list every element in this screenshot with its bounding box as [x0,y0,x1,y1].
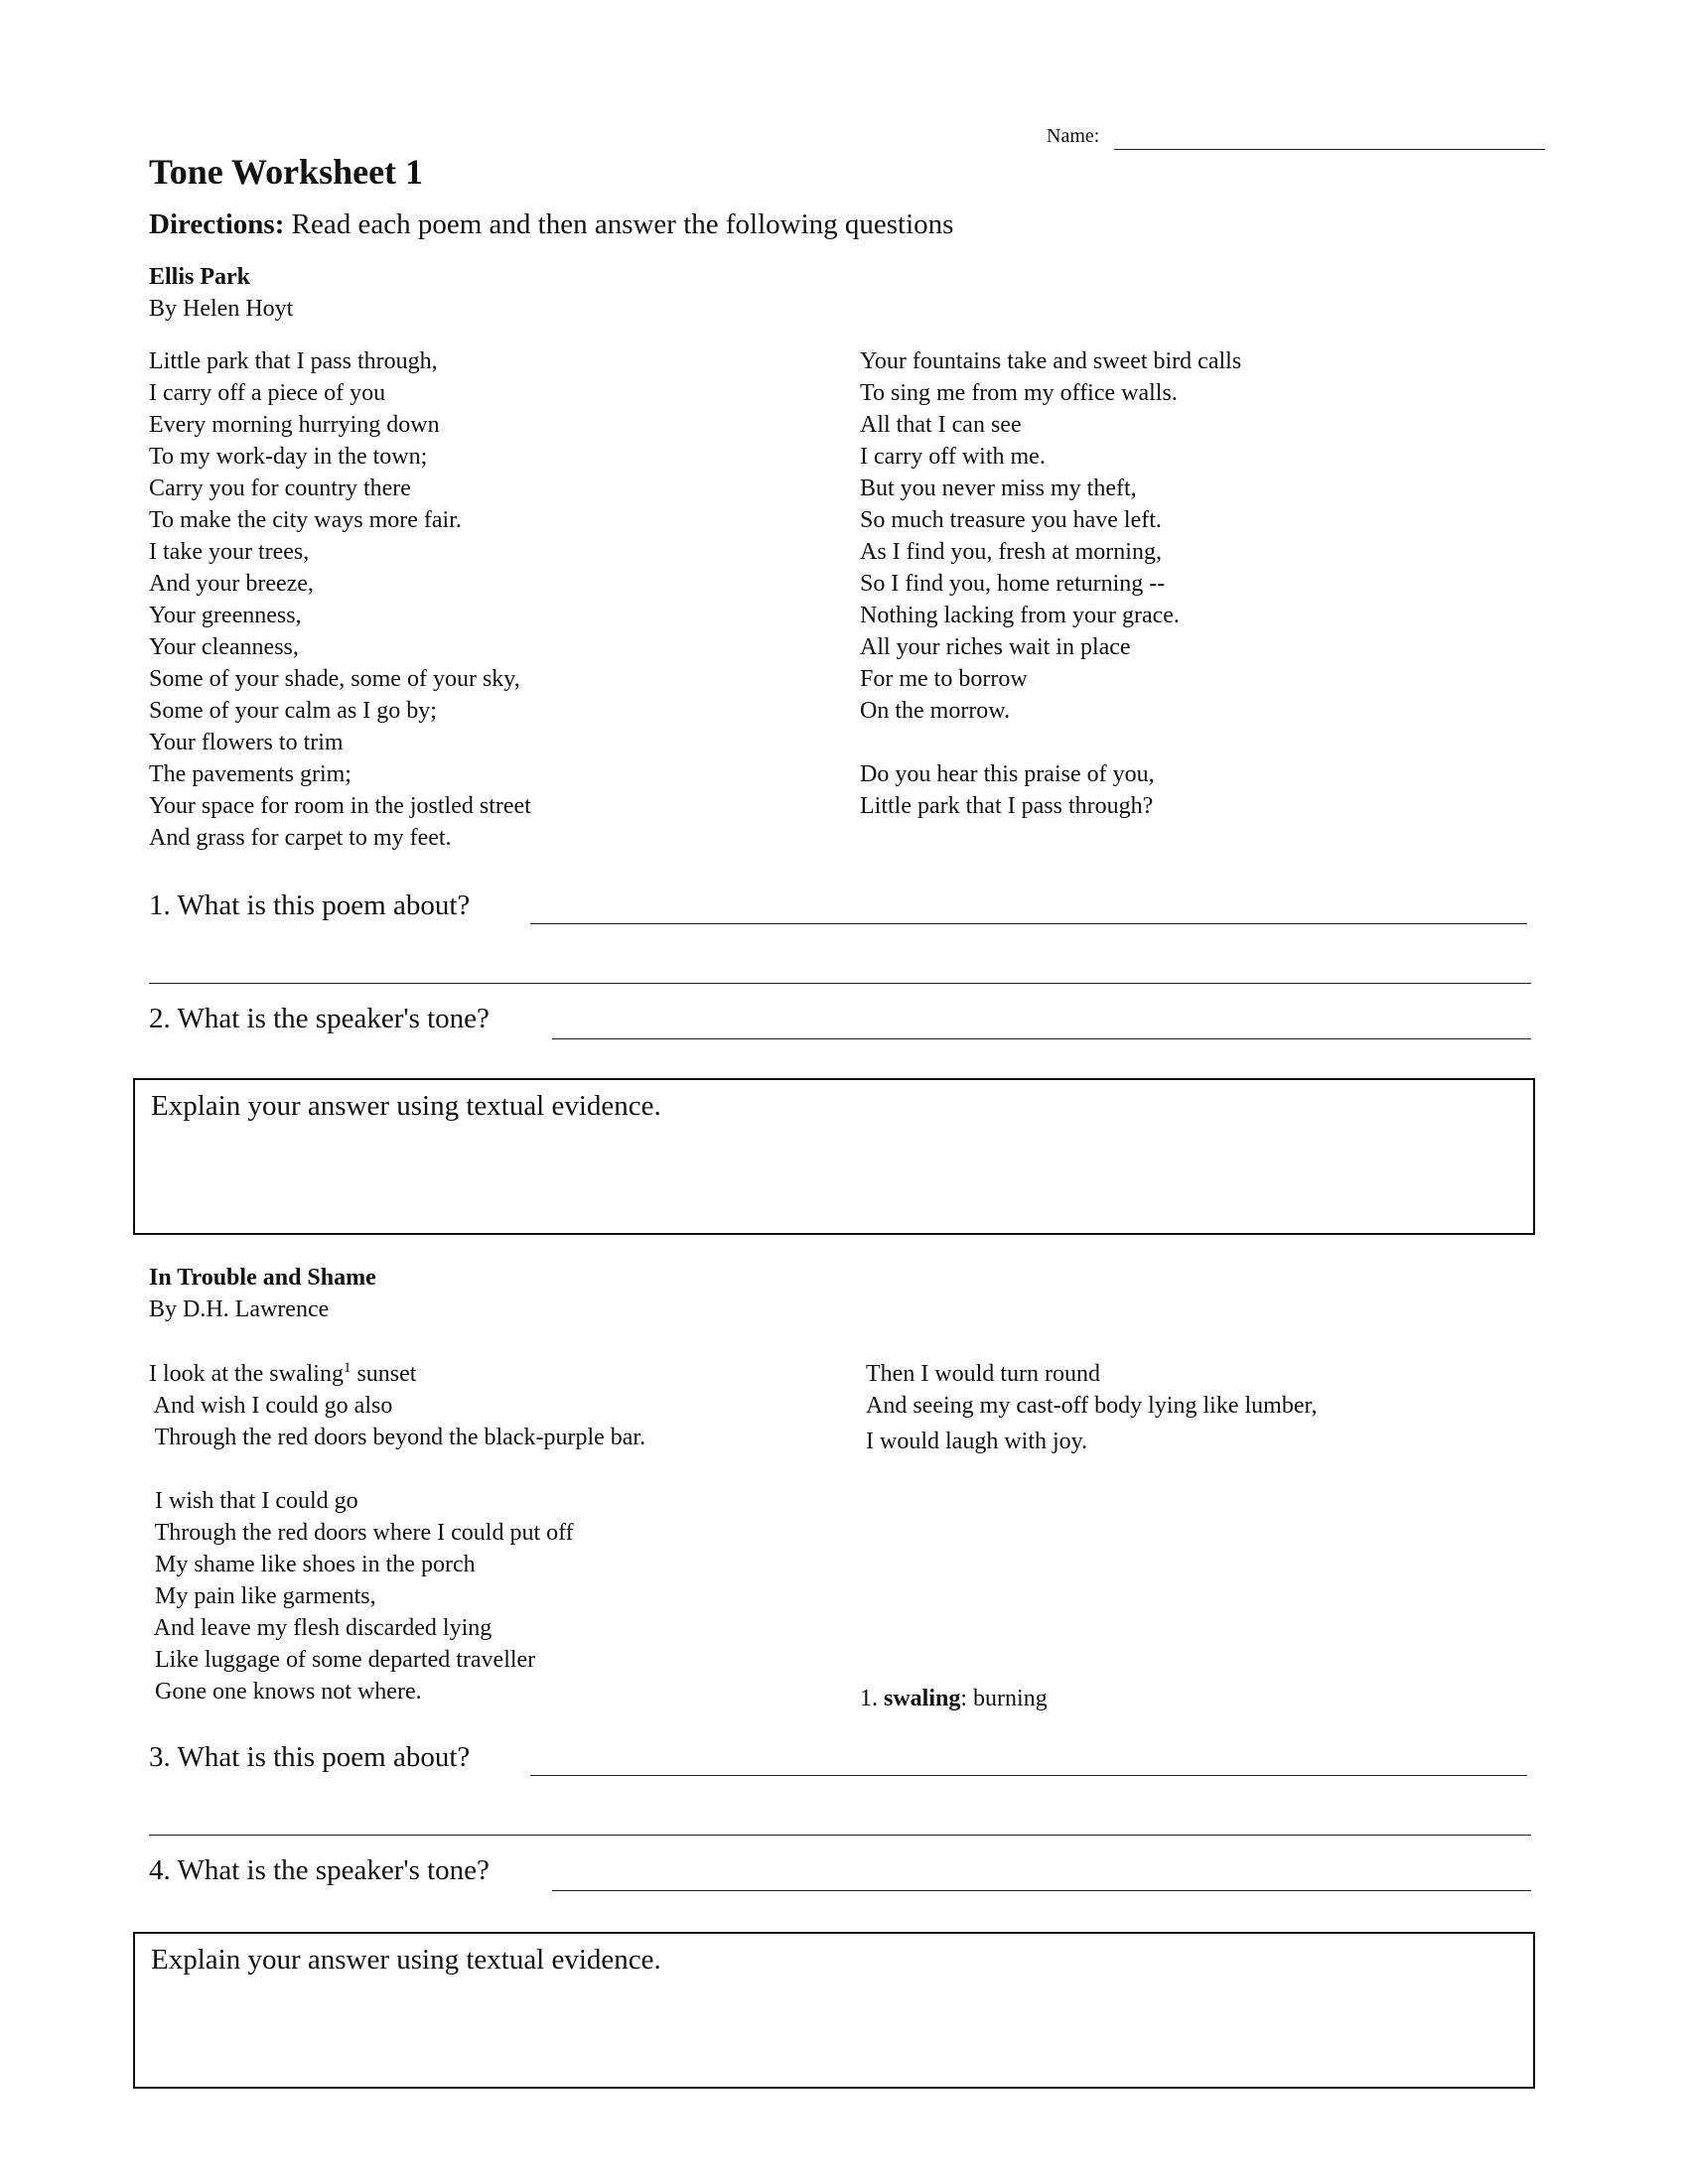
poem-line: My shame like shoes in the porch [149,1552,476,1577]
poem-line: Then I would turn round [866,1361,1100,1387]
poem-line: Your space for room in the jostled street [149,793,531,819]
poem-line: And wish I could go also [149,1393,393,1419]
poem-line: I would laugh with joy. [866,1429,1088,1454]
poem-line: Carry you for country there [149,476,411,501]
poem-line [149,1453,645,1485]
poem1-left-column [149,345,531,854]
poem-line: Through the red doors beyond the black-purple bar. [149,1425,646,1450]
poem2-left-column [149,1358,645,1707]
footnote-number: 1. [860,1686,878,1711]
explain-box-1[interactable] [133,1078,1535,1235]
poem1-right-column [860,345,1241,822]
poem-line: So much treasure you have left. [860,507,1162,533]
poem-line: Your greenness, [149,603,302,628]
poem-line: Through the red doors where I could put off [149,1520,574,1546]
poem-line: To my work-day in the town; [149,444,428,470]
explain-box-2[interactable] [133,1932,1535,2089]
poem-line: Your cleanness, [149,634,299,660]
poem-line: Every morning hurrying down [149,412,440,438]
directions-label: Directions: [149,208,285,240]
poem-line: Some of your shade, some of your sky, [149,666,520,692]
poem-line: As I find you, fresh at morning, [860,539,1162,565]
footnote-term: swaling [884,1686,961,1711]
poem-line: All your riches wait in place [860,634,1131,660]
poem2-title: In Trouble and Shame [149,1265,376,1291]
poem-line: The pavements grim; [149,761,352,787]
poem-line: Your fountains take and sweet bird calls [860,348,1242,374]
poem1-title: Ellis Park [149,264,251,290]
poem-line: I carry off with me. [860,444,1046,470]
answer-line-3[interactable] [530,1775,1527,1776]
answer-line-1b[interactable] [149,983,1531,984]
poem-line: Your flowers to trim [149,730,344,755]
directions-text: Read each poem and then answer the following questions [291,208,954,240]
question-3: 3. What is this poem about? [149,1741,471,1773]
question-4: 4. What is the speaker's tone? [149,1854,490,1886]
poem1-author: By Helen Hoyt [149,296,294,322]
poem-line: Like luggage of some departed traveller [149,1647,536,1673]
poem-line: For me to borrow [860,666,1028,692]
poem-line: I wish that I could go [149,1488,358,1514]
question-2: 2. What is the speaker's tone? [149,1003,490,1034]
poem-line: And leave my flesh discarded lying [149,1615,492,1641]
footnote [860,1686,1048,1712]
poem2-right-column [866,1358,1318,1457]
poem-line: And your breeze, [149,571,314,597]
poem-line: To sing me from my office walls. [860,380,1178,406]
answer-line-3b[interactable] [149,1835,1531,1836]
directions [149,208,953,241]
poem-line: My pain like garments, [149,1583,376,1609]
poem-line: Do you hear this praise of you, [860,761,1155,787]
worksheet-title: Tone Worksheet 1 [149,152,424,192]
poem-line: So I find you, home returning -- [860,571,1166,597]
poem-line: I carry off a piece of you [149,380,386,406]
explain-prompt: Explain your answer using textual evidence. [151,1090,661,1122]
poem2-author: By D.H. Lawrence [149,1297,330,1322]
poem-line: Nothing lacking from your grace. [860,603,1180,628]
answer-line-2[interactable] [552,1038,1531,1039]
answer-line-4[interactable] [552,1890,1531,1891]
poem-line: On the morrow. [860,698,1011,724]
poem-line: All that I can see [860,412,1022,438]
poem-line: And grass for carpet to my feet. [149,825,452,851]
poem-line: But you never miss my theft, [860,476,1137,501]
poem-line: And seeing my cast-off body lying like lumber, [866,1393,1318,1419]
poem-line: Gone one knows not where. [149,1679,422,1705]
poem-line: Some of your calm as I go by; [149,698,437,724]
footnote-marker: 1 [343,1360,352,1376]
footnote-definition: : burning [960,1686,1048,1711]
poem-line: I look at the swaling$^1$ sunset [149,1360,417,1387]
poem-line: To make the city ways more fair. [149,507,462,533]
explain-prompt: Explain your answer using textual evidence. [151,1944,661,1976]
poem-line: Little park that I pass through? [860,793,1154,819]
poem-line: Little park that I pass through, [149,348,438,374]
poem-line: I take your trees, [149,539,310,565]
question-1: 1. What is this poem about? [149,889,471,921]
name-field-line[interactable] [1114,149,1545,150]
poem-line [860,727,1241,758]
name-label: Name: [1047,125,1100,147]
answer-line-1[interactable] [530,923,1527,924]
